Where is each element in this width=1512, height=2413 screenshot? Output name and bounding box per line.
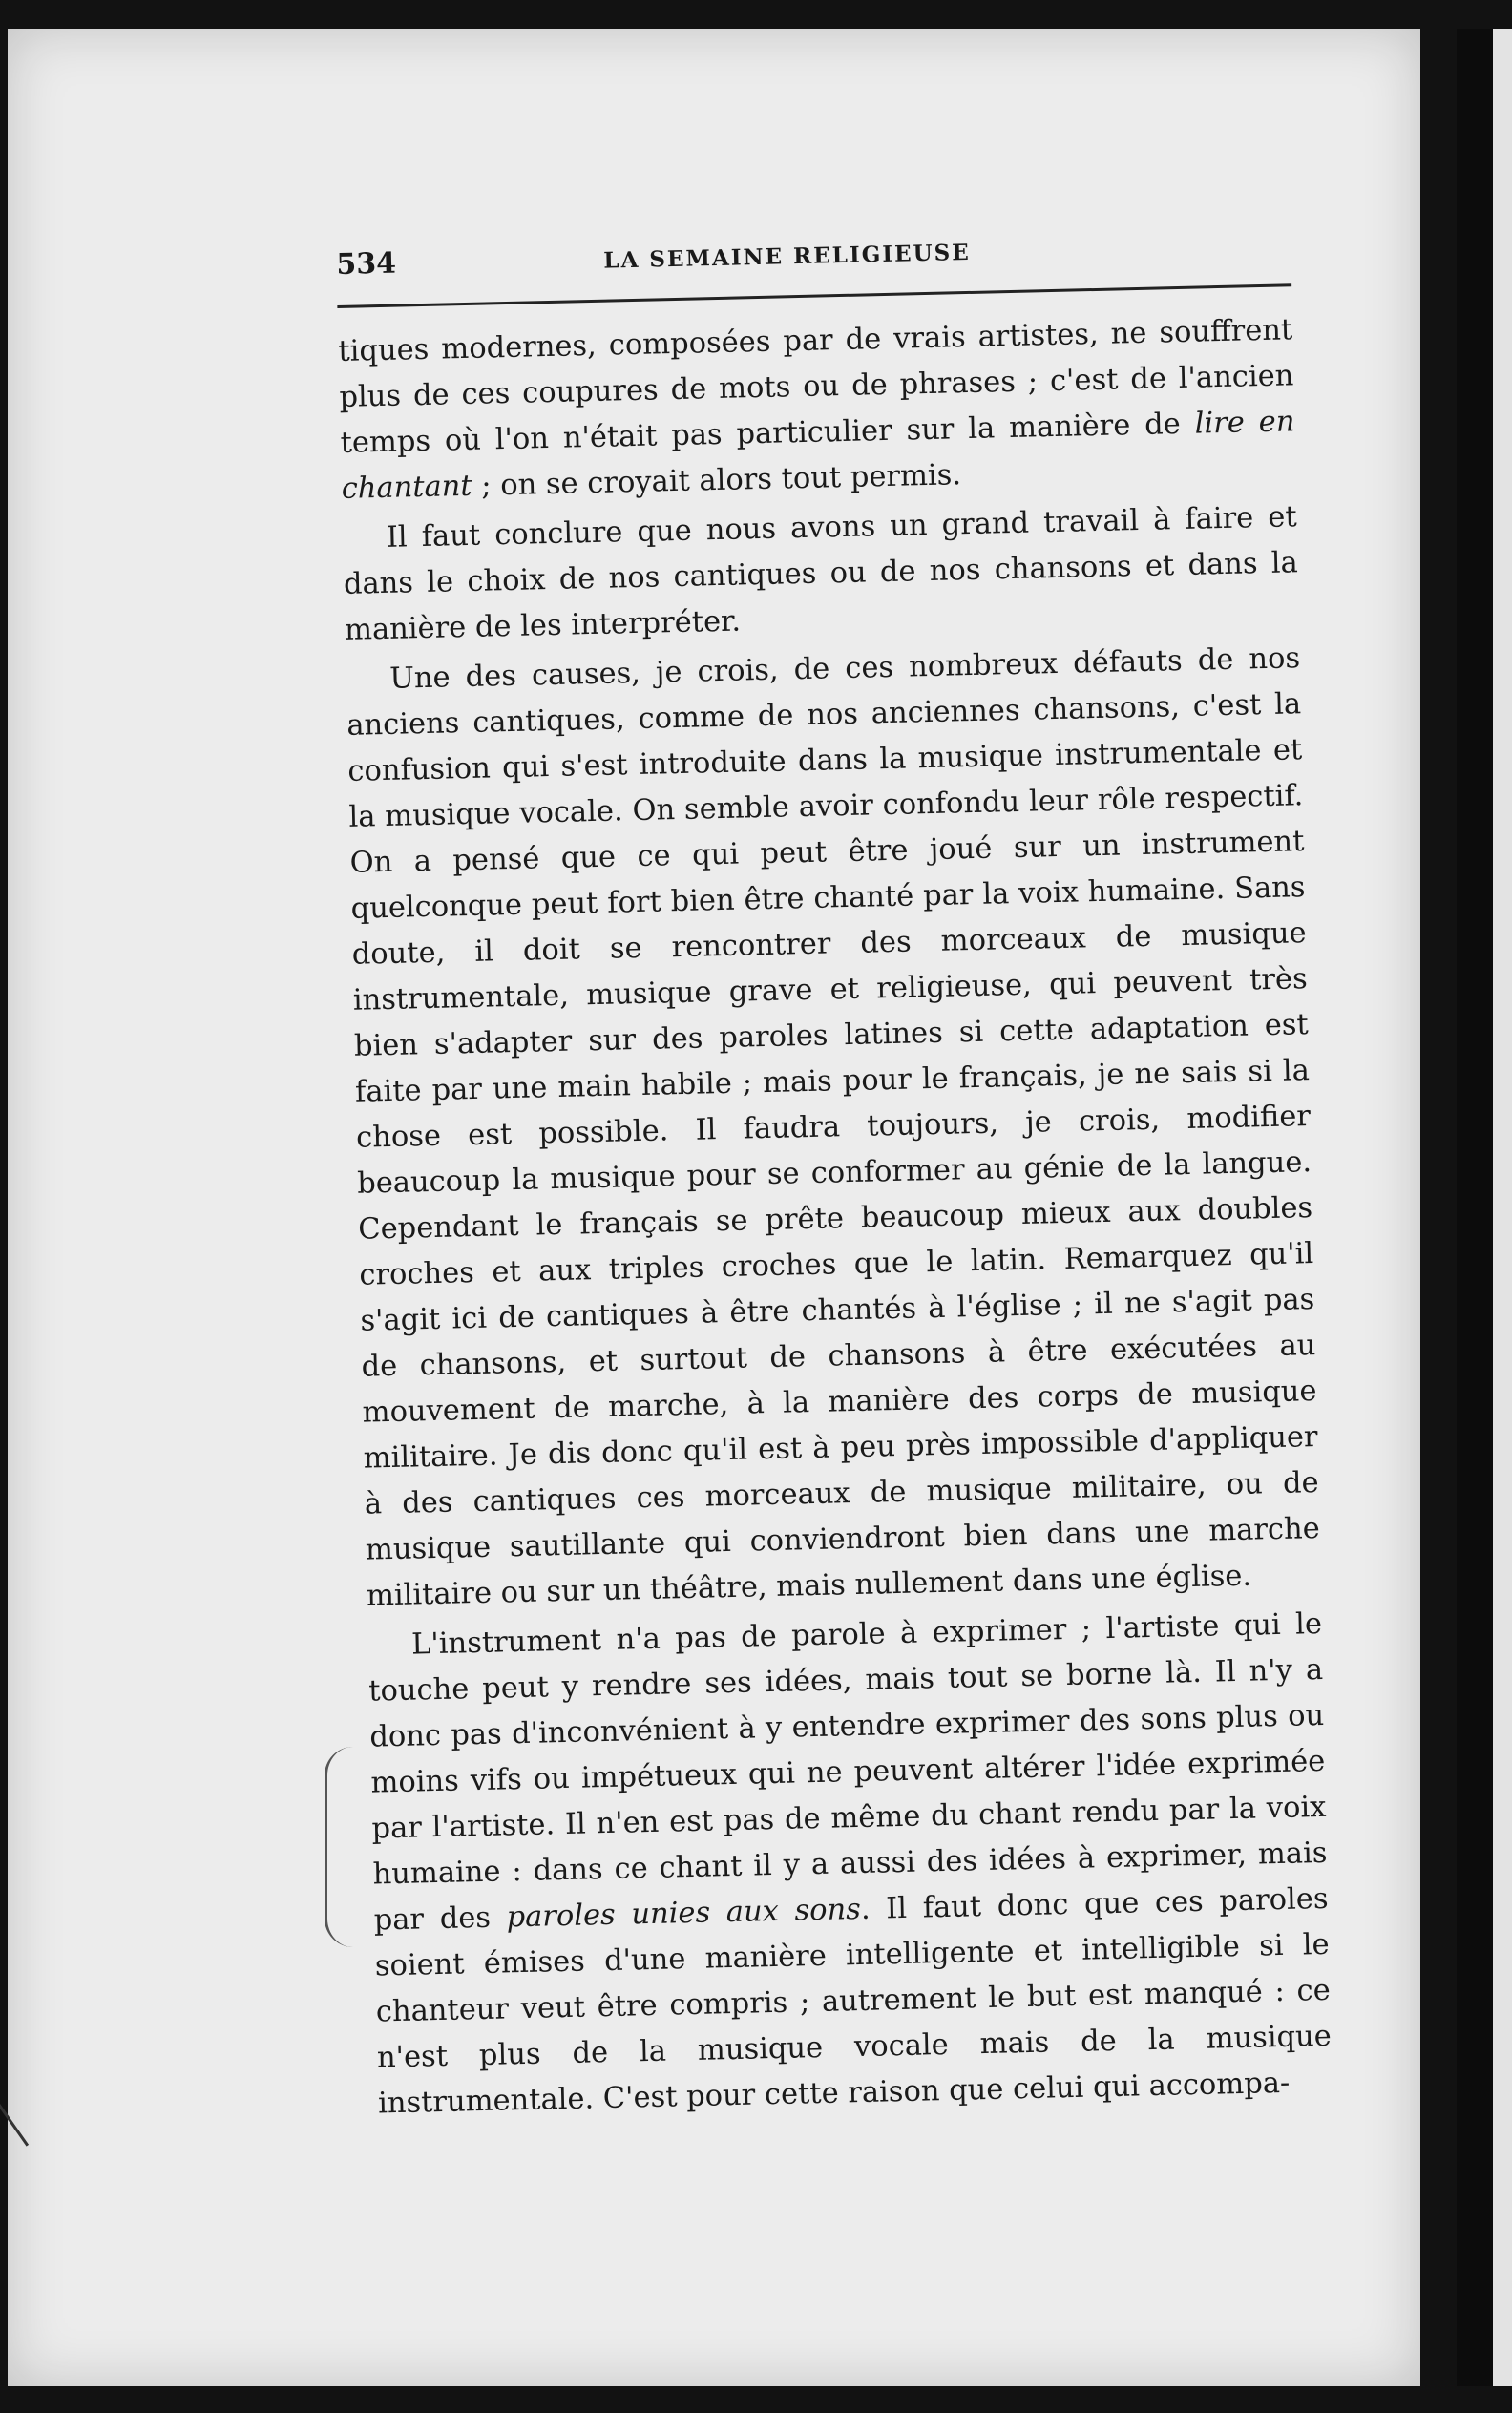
facing-page-edge (1457, 29, 1512, 2386)
paragraph-4 (368, 1602, 1334, 2128)
page-text-block (336, 226, 1333, 2127)
paragraph-text: Il faut conclure que nous avons un grand travail à faire et dans le choix de nos cantiques ou de nos chansons et dans la manière de les interpréter. (343, 500, 1299, 647)
paragraph-text: tiques modernes, composées par de vrais artistes, ne souffrent plus de ces coupures de mots ou de phrases ; c'est de l'ancien temps où l'on n'était pas particulier sur la manière de (338, 313, 1294, 460)
paragraph-2 (342, 494, 1299, 654)
paragraph-3 (346, 636, 1322, 1619)
paragraph-text: . Il faut donc que ces paroles soient émises d'une manière intelligente et intelligible si le chanteur veut être compris ; autrement le but est manqué : ce n'est plus de la musique vocale mais de la musique instrumentale. C'est pour cette raison que celui qui accompa- (374, 1881, 1333, 2121)
paragraph-text: L'instrument n'a pas de parole à exprimer ; l'artiste qui le touche peut y rendre ses idées, mais tout se borne là. Il n'y a donc pas d'inconvénient à y entendre exprimer des sons plus ou moins vifs ou impétueux qui ne peuvent altérer l'idée exprimée par l'artiste. Il n'en est pas de même du chant rendu par la voix humaine : dans ce chant il y a aussi des idées à exprimer, mais par des (368, 1606, 1328, 1938)
paragraph-text: Une des causes, je crois, de ces nombreux défauts de nos anciens cantiques, comme de nos anciennes chansons, c'est la confusion qui s'est introduite dans la musique instrumentale et la musique vocale. On semble avoir confondu leur rôle respectif. On a pensé que ce qui peut être joué sur un instrument quelconque peut fort bien être chanté par la voix humaine. Sans doute, il doit se rencontrer des morceaux de musique instrumentale, musique grave et religieuse, qui peuvent très bien s'adapter sur des paroles latines si cette adaptation est faite par une main habile ; mais pour le français, je ne sais si la chose est possible. Il faudra toujours, je crois, modifier beaucoup la musique pour se conformer au génie de la langue. Cependant le français se prête beaucoup mieux aux doubles croches et aux triples croches que le latin. Remarquez qu'il s'agit ici de cantiques à être chantés à l'église ; il ne s'agit pas de chansons, et surtout de chansons à être exécutées au mouvement de marche, à la manière des corps de musique militaire. Je dis donc qu'il est à peu près impossible d'appliquer à des cantiques ces morceaux de musique militaire, ou de musique sautillante qui conviendront bien dans une marche militaire ou sur un théâtre, mais nullement dans une église. (346, 641, 1321, 1613)
page-number: 534 (336, 246, 397, 282)
paragraph-text: ; on se croyait alors tout permis. (472, 458, 962, 503)
italic-phrase: paroles unies aux sons (506, 1892, 862, 1935)
paragraph-1 (338, 307, 1296, 513)
margin-pencil-mark (325, 1747, 366, 1947)
italic-phrase: lire en chantant (341, 405, 1295, 506)
running-title: LA SEMAINE RELIGIEUSE (603, 239, 972, 274)
